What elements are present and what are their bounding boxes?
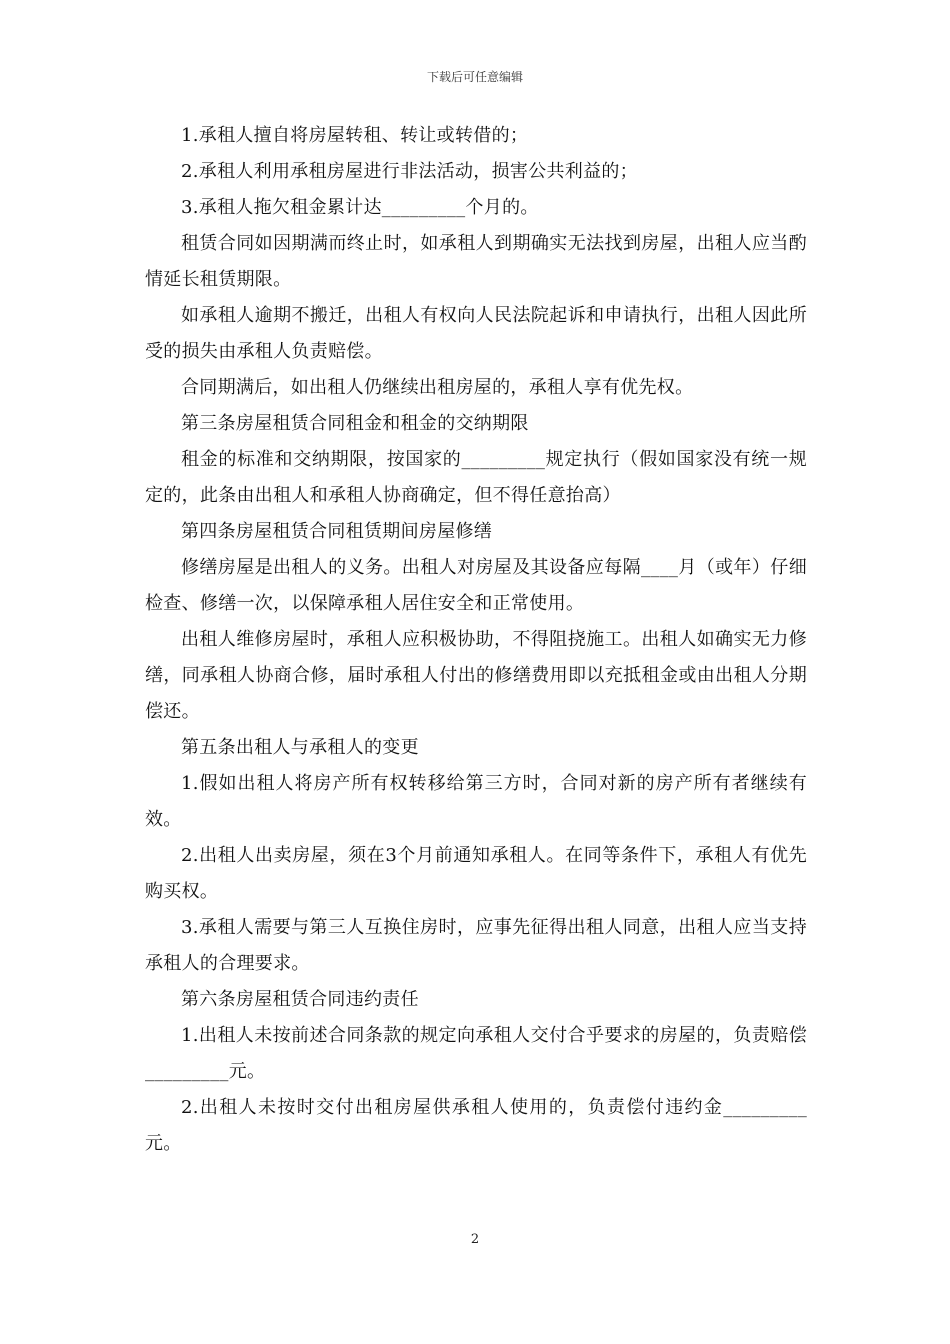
paragraph: 1.假如出租人将房产所有权转移给第三方时，合同对新的房产所有者继续有效。 [145, 773, 807, 830]
page-header: 下载后可任意编辑 [426, 70, 523, 84]
paragraph: 租金的标准和交纳期限，按国家的_________规定执行（假如国家没有统一规定的，此条由出租人和承租人协商确定，但不得任意抬高） [145, 449, 807, 506]
section-heading: 第五条出租人与承租人的变更 [181, 737, 419, 758]
document-body [145, 118, 807, 1162]
paragraph: 出租人维修房屋时，承租人应积极协助，不得阻挠施工。出租人如确实无力修缮，同承租人协商合修，届时承租人付出的修缮费用即以充抵租金或由出租人分期偿还。 [145, 629, 807, 722]
page-number: 2 [470, 1232, 480, 1247]
section-heading: 第六条房屋租赁合同违约责任 [181, 989, 419, 1010]
paragraph: 2.承租人利用承租房屋进行非法活动，损害公共利益的； [181, 161, 638, 182]
paragraph: 3.承租人拖欠租金累计达_________个月的。 [181, 197, 539, 218]
paragraph: 修缮房屋是出租人的义务。出租人对房屋及其设备应每隔____月（或年）仔细检查、修缮一次，以保障承租人居住安全和正常使用。 [145, 557, 807, 614]
paragraph: 1.承租人擅自将房屋转租、转让或转借的； [181, 125, 529, 146]
section-heading: 第四条房屋租赁合同租赁期间房屋修缮 [181, 521, 493, 542]
paragraph: 2.出租人未按时交付出租房屋供承租人使用的，负责偿付违约金_________元。 [145, 1097, 807, 1154]
paragraph: 1.出租人未按前述合同条款的规定向承租人交付合乎要求的房屋的，负责赔偿_________元。 [145, 1025, 807, 1082]
section-heading: 第三条房屋租赁合同租金和租金的交纳期限 [181, 413, 529, 434]
paragraph: 3.承租人需要与第三人互换住房时，应事先征得出租人同意，出租人应当支持承租人的合理要求。 [145, 917, 807, 974]
paragraph: 租赁合同如因期满而终止时，如承租人到期确实无法找到房屋，出租人应当酌情延长租赁期限。 [145, 233, 807, 290]
paragraph: 如承租人逾期不搬迁，出租人有权向人民法院起诉和申请执行，出租人因此所受的损失由承租人负责赔偿。 [145, 305, 807, 362]
paragraph: 合同期满后，如出租人仍继续出租房屋的，承租人享有优先权。 [181, 377, 694, 398]
paragraph: 2.出租人出卖房屋，须在3个月前通知承租人。在同等条件下，承租人有优先购买权。 [145, 845, 807, 902]
